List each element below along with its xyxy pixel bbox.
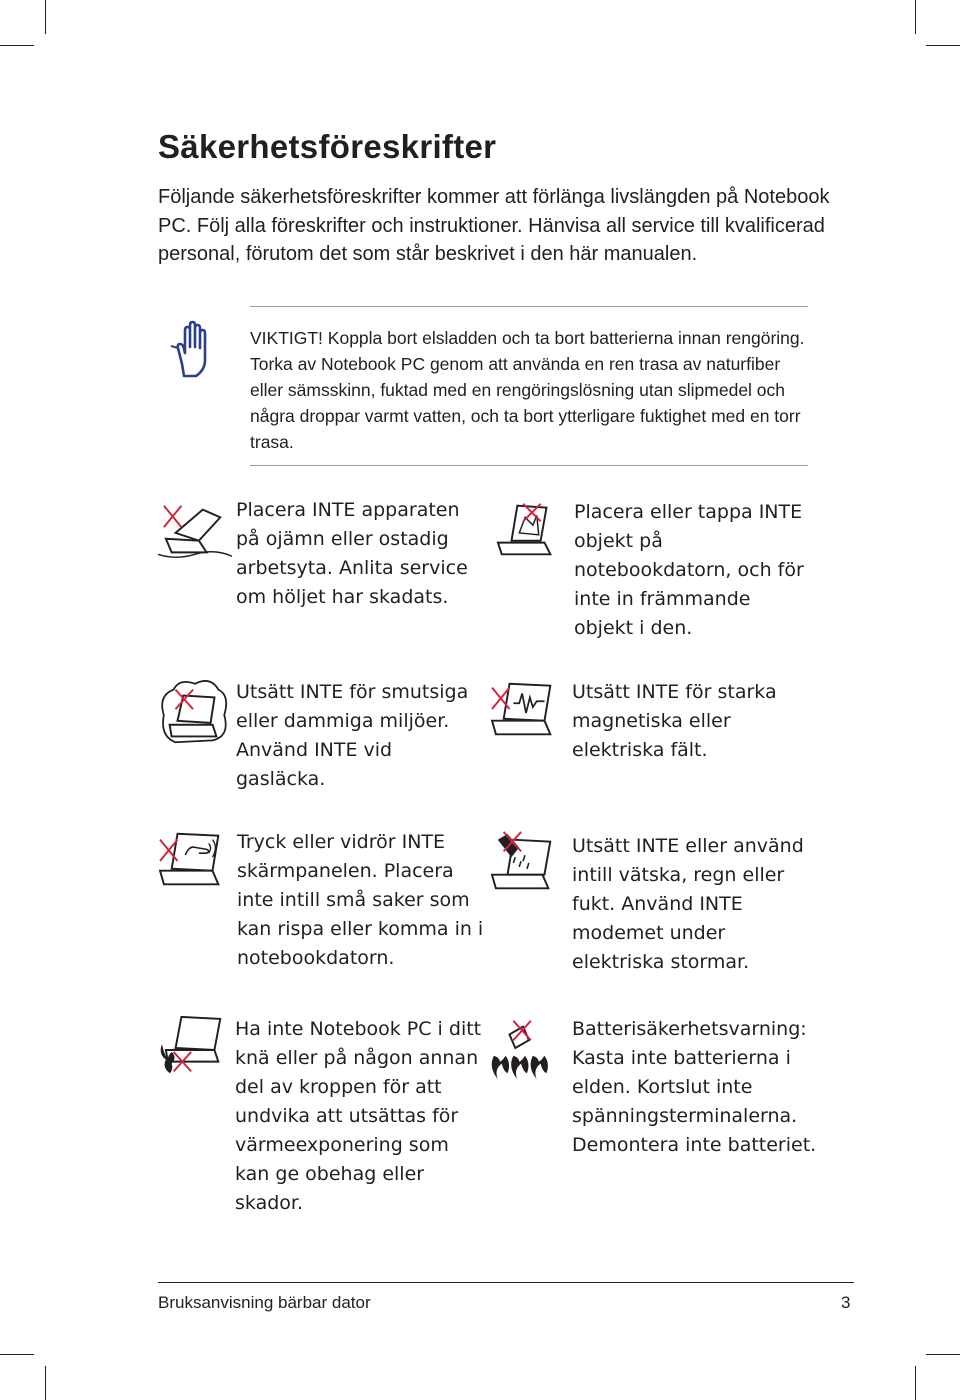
- crop-mark: [0, 45, 34, 46]
- rule-top: [250, 306, 808, 307]
- crop-mark: [915, 1366, 916, 1400]
- safety-text: Ha inte Notebook PC i ditt knä eller på någon annan del av kroppen för att undvika att utsättas för värmeexponering som kan ge obehag eller skador.: [235, 1018, 482, 1214]
- no-objects-on-notebook-icon: [490, 496, 568, 564]
- safety-item-magnetic: [488, 676, 818, 776]
- safety-item-touch-screen: [156, 826, 486, 976]
- stop-hand-icon: [168, 320, 218, 380]
- rule-bottom: [250, 465, 808, 466]
- crop-mark: [926, 45, 960, 46]
- safety-text: Placera INTE apparaten på ojämn eller ostadig arbetsyta. Anlita service om höljet har skadats.: [236, 499, 468, 608]
- safety-text: Utsätt INTE för starka magnetiska eller elektriska fält.: [572, 681, 777, 761]
- page-title: Säkerhetsföreskrifter: [158, 128, 497, 165]
- safety-text: Placera eller tappa INTE objekt på notebookdatorn, och för inte in främmande objekt i den.: [574, 501, 804, 639]
- safety-text: Utsätt INTE för smutsiga eller dammiga miljöer. Använd INTE vid gasläcka.: [236, 681, 469, 790]
- crop-mark: [0, 1354, 34, 1355]
- uneven-surface-icon: [156, 496, 234, 564]
- magnetic-field-icon: [488, 676, 566, 744]
- footer-rule: [158, 1282, 854, 1283]
- safety-text: Utsätt INTE eller använd intill vätska, regn eller fukt. Använd INTE modemet under elektriska stormar.: [572, 835, 804, 973]
- page-number: 3: [841, 1293, 851, 1312]
- intro-paragraph: Följande säkerhetsföreskrifter kommer att förlänga livslängden på Notebook PC. Följ alla föreskrifter och instruktioner. Hänvisa all service till kvalificerad personal, förutom det som står beskrivet i den här manualen.: [158, 186, 830, 265]
- footer-title: Bruksanvisning bärbar dator: [158, 1293, 371, 1312]
- crop-mark: [45, 1366, 46, 1400]
- safety-item-liquid: [486, 830, 816, 980]
- touch-screen-icon: [156, 826, 234, 894]
- safety-text: Tryck eller vidrör INTE skärmpanelen. Placera inte intill små saker som kan rispa eller komma in i notebookdatorn.: [237, 831, 484, 969]
- important-notice: VIKTIGT! Koppla bort elsladden och ta bort batterierna innan rengöring. Torka av Notebook PC genom att använda en ren trasa av naturfiber eller sämsskinn, fuktad med en rengöringslösning utan slipmedel och några droppar varmt vatten, och ta bort ytterligare fuktighet med en torr trasa.: [250, 328, 805, 452]
- safety-item-battery-fire: [486, 1015, 816, 1195]
- safety-text: Batterisäkerhetsvarning: Kasta inte batterierna i elden. Kortslut inte spänningsterminalerna. Demontera inte batteriet.: [572, 1018, 817, 1156]
- safety-item-lap-heat: [156, 1015, 486, 1225]
- liquid-icon: [486, 830, 564, 898]
- crop-mark: [45, 0, 46, 34]
- crop-mark: [915, 0, 916, 34]
- safety-item-dust: [156, 676, 486, 790]
- dust-icon: [156, 676, 234, 754]
- battery-fire-icon: [486, 1015, 564, 1083]
- safety-item-uneven-surface: [156, 496, 486, 626]
- safety-item-no-objects: [490, 496, 820, 646]
- lap-heat-icon: [156, 1015, 234, 1083]
- crop-mark: [926, 1354, 960, 1355]
